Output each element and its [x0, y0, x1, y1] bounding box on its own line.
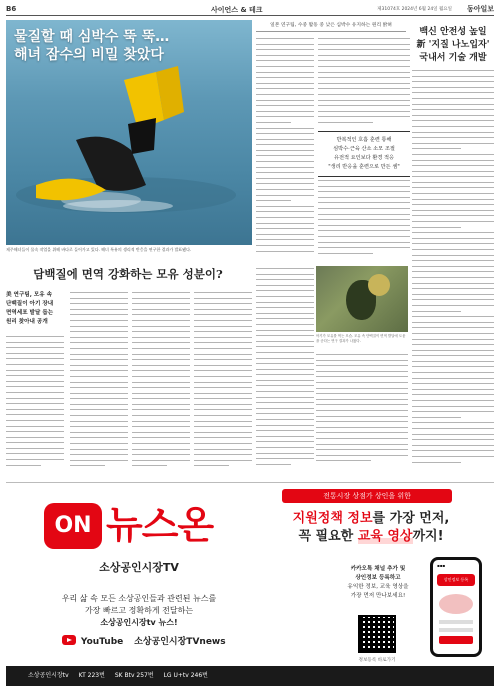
- logo-text: 뉴스온: [106, 503, 214, 547]
- phone-time-icon: ▪▪▪: [437, 563, 446, 568]
- article2-photo: [316, 266, 408, 332]
- youtube-label: YouTube: [80, 637, 124, 647]
- youtube-channel-link[interactable]: [62, 633, 242, 651]
- article2-column-2: [70, 290, 128, 474]
- channel-kt: KT 223번: [78, 672, 105, 679]
- qr-code-icon[interactable]: [358, 615, 396, 653]
- youtube-play-icon: [62, 635, 76, 645]
- photo-caption: 제주해녀들이 물속 작업을 위해 바다로 들어가고 있다. 해녀 특유의 생리적 반응을 연구한 결과가 발표됐다.: [6, 247, 192, 252]
- main-photo: [6, 20, 252, 245]
- article-deck: 일본 연구팀, 수중 활동 중 낮은 심박수 유지하는 원리 밝혀: [256, 20, 406, 32]
- page-number: B6: [6, 5, 17, 13]
- channel-sk: SK Btv 257번: [114, 672, 154, 679]
- channel-bar: [6, 666, 494, 686]
- youtube-channel-name: 소상공인시장TVnews: [134, 637, 226, 647]
- section-title: 사이언스 & 테크: [211, 6, 263, 14]
- qr-caption: 정보등록 바로가기: [358, 658, 396, 663]
- kakao-line-1: 카카오톡 채널 추가 및: [350, 566, 406, 572]
- ad-right-headline-2-accent: 교육 영상: [357, 529, 413, 544]
- ad-right-headline-1-rest: 를 가장 먼저,: [372, 511, 450, 526]
- photo-headline: [14, 28, 169, 64]
- kakao-line-4: 가장 먼저 만나보세요!: [350, 593, 406, 599]
- body-column-1: [256, 36, 314, 260]
- ad-description-line-2: 가장 빠르고 정확하게 전달하는: [84, 606, 194, 615]
- body-column-2: [318, 36, 410, 128]
- ad-right-headline-2-post: 까지!: [412, 529, 444, 544]
- ad-description-line-1: 우리 삶 속 모든 소상공인들과 관련된 뉴스를: [61, 594, 217, 603]
- article2-lead-line-1: 美 연구팀, 모유 속: [6, 292, 52, 298]
- channel-lg: LG U+tv 246번: [163, 672, 208, 679]
- article2-lead: [6, 291, 64, 327]
- phone-illustration-icon: [439, 594, 473, 614]
- side-headline-line-3: 국내서 기술 개발: [419, 53, 487, 63]
- pull-quote-line-4: "생리 반응을 훈련으로 만든 셈": [328, 164, 400, 170]
- phone-mockup: [430, 557, 482, 657]
- channel-bar-brand: 소상공인시장tv: [28, 672, 69, 679]
- logo-on-badge: ON: [44, 503, 102, 549]
- photo-headline-line-2: 해녀 잠수의 비밀 찾았다: [14, 47, 164, 63]
- ad-right-headline-1-accent: 지원정책 정보: [292, 511, 373, 526]
- ad-right-headline-2: [256, 525, 486, 544]
- article2-lead-line-4: 원리 찾아내 공개: [6, 319, 48, 325]
- body-column-3: [318, 178, 410, 260]
- article2-column-4: [194, 290, 252, 474]
- pull-quote-line-2: 심박수·근육 산소 소모 조절: [333, 146, 395, 152]
- ad-description-line-3: 소상공인시장tv 뉴스!: [100, 618, 178, 627]
- newspaper-brand: 동아일보: [466, 4, 494, 13]
- kakao-line-3: 유익한 정보, 교육 영상을: [347, 584, 409, 590]
- article2-lead-line-2: 단백질이 아기 장내: [6, 301, 54, 307]
- pull-quote: [318, 131, 410, 177]
- phone-title: 상인정보 등록: [437, 574, 475, 586]
- logo-subtitle: 소상공인시장TV: [99, 561, 179, 574]
- pull-quote-line-1: 반복적인 호흡 훈련 통해: [336, 137, 392, 143]
- article2-column-1: [6, 334, 64, 474]
- kakao-channel-info: [328, 565, 428, 601]
- article2-headline: 담백질에 면역 강화하는 모유 성분이?: [33, 267, 223, 281]
- page-header: [6, 4, 494, 16]
- article2-photo-caption: 아기가 모유를 먹는 모습. 모유 속 단백질이 면역 발달에 도움을 준다는 연구 결과가 나왔다.: [316, 334, 406, 343]
- side-headline-line-2: 新 '지질 나노입자': [416, 40, 490, 50]
- side-body: [412, 68, 494, 478]
- article2-column-6: [316, 352, 408, 474]
- pull-quote-line-3: 유전적 요인보다 환경 적응: [333, 155, 395, 161]
- ad-target-pill: 전통시장 상점가 상인을 위한: [282, 489, 452, 503]
- advertisement: [6, 482, 494, 686]
- kakao-line-2: 상인정보 등록하고: [355, 575, 401, 581]
- ad-description: [34, 593, 244, 629]
- article2-lead-line-3: 면역세포 발달 돕는: [6, 310, 54, 316]
- ad-right-headline-2-pre: 꼭 필요한: [298, 529, 358, 544]
- side-headline: [412, 26, 494, 65]
- phone-button-icon: [439, 636, 473, 644]
- article2-column-5: [256, 266, 314, 474]
- photo-headline-line-1: 물질할 때 심박수 뚝 뚝…: [14, 29, 170, 45]
- newson-logo: [44, 499, 234, 574]
- issue-meta: 제31074호 2024년 6월 24일 월요일: [377, 7, 452, 12]
- article2-column-3: [132, 290, 190, 474]
- side-headline-line-1: 백신 안전성 높일: [419, 27, 487, 37]
- ad-right-headline-1: [256, 507, 486, 526]
